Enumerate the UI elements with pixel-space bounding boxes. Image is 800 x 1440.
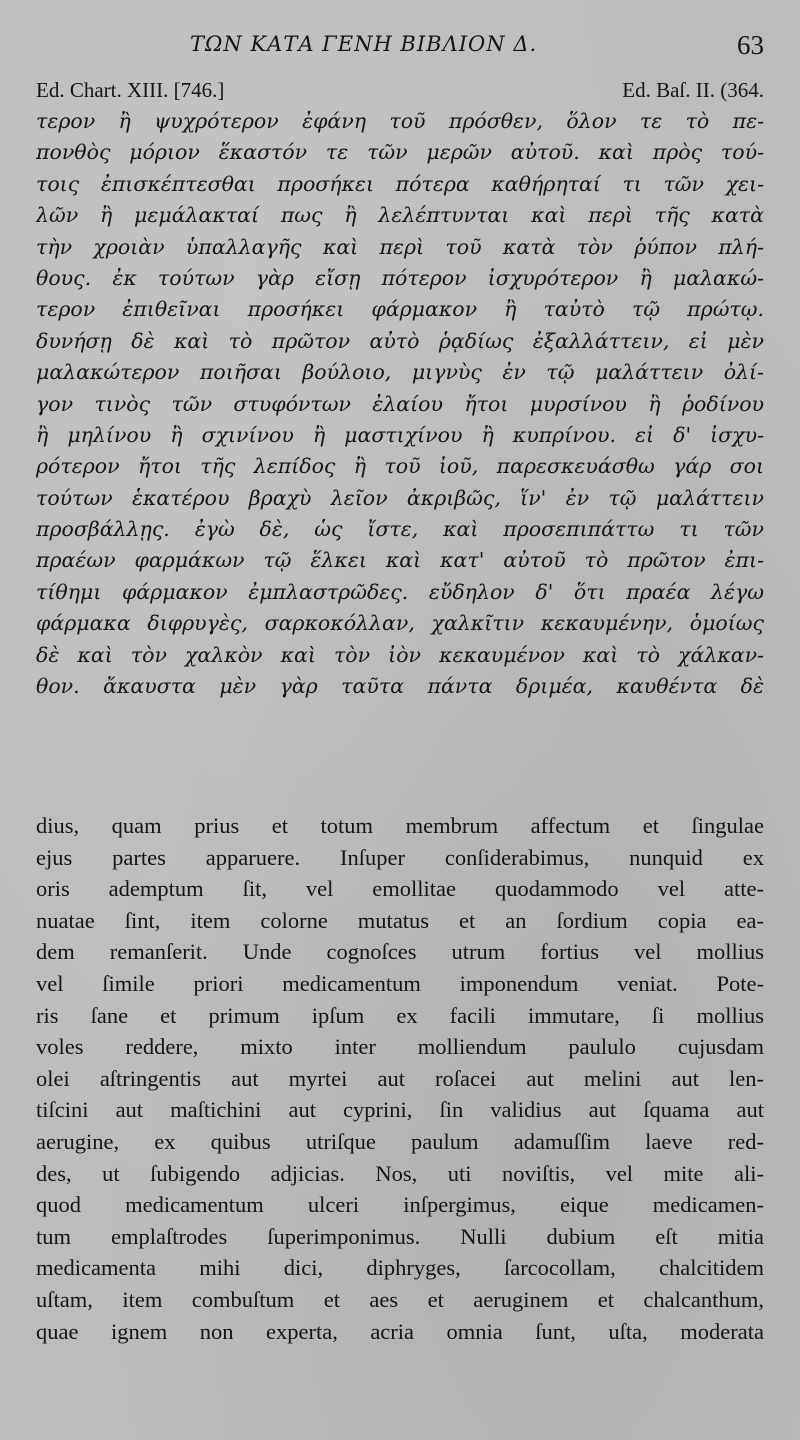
greek-line: τερον ἢ ψυχρότερον ἐφάνη τοῦ πρόσθεν, ὅλον τε τὸ πε- xyxy=(36,109,764,133)
greek-line: θον. ἄκαυστα μὲν γὰρ ταῦτα πάντα δριμέα, καυθέντα δὲ xyxy=(36,674,764,699)
greek-line: δὲ καὶ τὸν χαλκὸν καὶ τὸν ἰὸν κεκαυμένον καὶ τὸ χάλκαν- xyxy=(36,642,764,667)
greek-line: ἢ μηλίνου ἢ σχινίνου ἢ μαστιχίνου ἢ κυπρίνου. εἰ δ' ἰσχυ- xyxy=(36,422,764,447)
greek-line: φάρμακα διφρυγὲς, σαρκοκόλλαν, χαλκῖτιν κεκαυμένην, ὁμοίως xyxy=(36,611,764,636)
latin-line: medicamenta mihi dici, diphryges, ſarcocollam, chalcitidem xyxy=(36,1255,764,1281)
latin-line: vel ſimile priori medicamentum imponendum veniat. Pote- xyxy=(36,970,764,996)
latin-text-block xyxy=(36,810,764,1347)
latin-line: dem remanſerit. Unde cognoſces utrum fortius vel mollius xyxy=(36,939,764,965)
greek-line: τούτων ἑκατέρου βραχὺ λεῖον ἀκριβῶς, ἵν' ἐν τῷ μαλάττειν xyxy=(36,485,764,510)
greek-line: τοις ἐπισκέπτεσθαι προσήκει πότερα καθήρηταί τι τῶν χει- xyxy=(36,171,764,196)
greek-line: πραέων φαρμάκων τῷ ἕλκει καὶ κατ' αὐτοῦ τὸ πρῶτον ἐπι- xyxy=(36,548,764,573)
latin-line: dius, quam prius et totum membrum affectum et ſingulae xyxy=(36,813,764,838)
running-head xyxy=(0,30,800,62)
greek-line: πονθὸς μόριον ἕκαστόν τε τῶν μερῶν αὐτοῦ. καὶ πρὸς τού- xyxy=(36,140,764,165)
latin-line: ris ſane et primum ipſum ex facili immutare, ſi mollius xyxy=(36,1002,764,1028)
greek-line: ρότερον ἤτοι τῆς λεπίδος ἢ τοῦ ἰοῦ, παρεσκευάσθω γάρ σοι xyxy=(36,454,764,479)
greek-line: λῶν ἢ μεμάλακταί πως ἢ λελέπτυνται καὶ περὶ τῆς κατὰ xyxy=(36,203,764,228)
edition-reference-line xyxy=(36,78,764,104)
latin-line: quae ignem non experta, acria omnia ſunt, uſta, moderata xyxy=(36,1318,764,1344)
latin-line: oris ademptum ſit, vel emollitae quodammodo vel atte- xyxy=(36,876,764,902)
greek-text-block xyxy=(36,106,764,702)
latin-line: des, ut ſubigendo adjicias. Nos, uti noviſtis, vel mite ali- xyxy=(36,1160,764,1186)
latin-line: ejus partes apparuere. Inſuper conſiderabimus, nunquid ex xyxy=(36,844,764,870)
greek-line: τίθημι φάρμακον ἐμπλαστρῶδες. εὔδηλον δ' ὅτι πραέα λέγω xyxy=(36,579,764,604)
page-number: 63 xyxy=(737,30,764,60)
greek-line: θους. ἐκ τούτων γὰρ εἴσῃ πότερον ἰσχυρότερον ἢ μαλακώ- xyxy=(36,265,764,290)
latin-line: uſtam, item combuſtum et aes et aeruginem et chalcanthum, xyxy=(36,1286,764,1312)
latin-line: nuatae ſint, item colorne mutatus et an ſordium copia ea- xyxy=(36,907,764,933)
latin-line: tum emplaſtrodes ſuperimponimus. Nulli dubium eſt mitia xyxy=(36,1223,764,1249)
edition-basel-reference: Ed. Baſ. II. (364. xyxy=(622,78,764,102)
greek-line: μαλακώτερον ποιῆσαι βούλοιο, μιγνὺς ἐν τῷ μαλάττειν ὀλί- xyxy=(36,360,764,385)
greek-line: δυνήσῃ δὲ καὶ τὸ πρῶτον αὐτὸ ῥᾳδίως ἐξαλλάττειν, εἰ μὲν xyxy=(36,328,764,353)
greek-line: τερον ἐπιθεῖναι προσήκει φάρμακον ἢ ταὐτὸ τῷ πρώτῳ. xyxy=(36,297,764,322)
greek-line: τὴν χροιὰν ὑπαλλαγῆς καὶ περὶ τοῦ κατὰ τὸν ῥύπον πλή- xyxy=(36,234,764,259)
running-title: ΤΩΝ ΚΑΤΑ ΓΕΝΗ ΒΙΒΛΙΟΝ Δ. xyxy=(190,32,538,56)
latin-line: olei aſtringentis aut myrtei aut roſacei aut melini aut len- xyxy=(36,1065,764,1091)
latin-line: aerugine, ex quibus utriſque paulum adamuſſim laeve red- xyxy=(36,1128,764,1154)
latin-line: voles reddere, mixto inter molliendum paululo cujusdam xyxy=(36,1034,764,1060)
greek-line: γον τινὸς τῶν στυφόντων ἐλαίου ἤτοι μυρσίνου ἢ ῥοδίνου xyxy=(36,391,764,416)
greek-line: προσβάλλῃς. ἐγὼ δὲ, ὡς ἴστε, καὶ προσεπιπάττω τι τῶν xyxy=(36,517,764,542)
latin-line: tiſcini aut maſtichini aut cyprini, ſin validius aut ſquama aut xyxy=(36,1097,764,1123)
edition-chartier-reference: Ed. Chart. XIII. [746.] xyxy=(36,78,225,102)
latin-line: quod medicamentum ulceri inſpergimus, eique medicamen- xyxy=(36,1192,764,1218)
